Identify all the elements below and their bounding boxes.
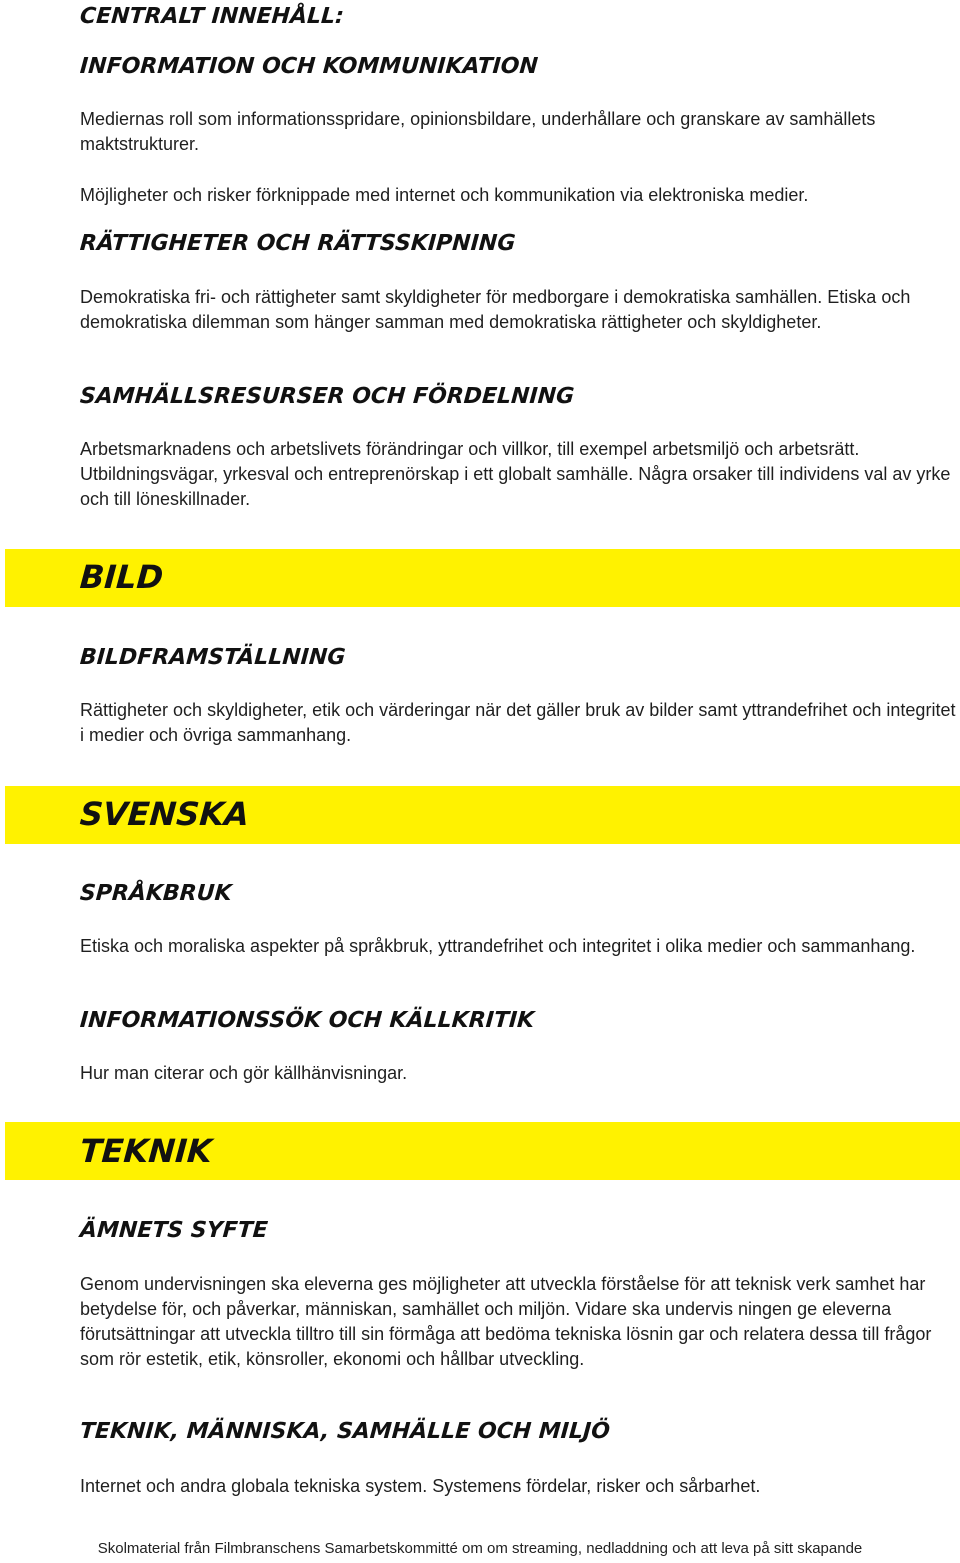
amnets-syfte-paragraph: Genom undervisningen ska eleverna ges möjligheter att utveckla förståelse för att teknisk verk samhet har betydelse för, och påverkar, människan, samhället och miljön. Vidare ska undervis ningen ge eleverna förutsättningar att utveckla tilltro till sin förmåga att bedöma tekniska lösnin gar och relatera dessa till frågor som rör estetik, etik, könsroller, ekonomi och hållbar utveckling. — [80, 1274, 932, 1369]
samhallsresurser-paragraph: Arbetsmarknadens och arbetslivets förändringar och villkor, till exempel arbetsmiljö och arbetsrätt. Utbildningsvägar, yrkesval och entreprenörskap i ett globalt samhälle. Några orsaker till individens val av yrke och till löneskillnader. — [80, 439, 951, 509]
amnets-syfte-heading: ÄMNETS SYFTE — [79, 1218, 269, 1243]
teknik-heading: TEKNIK — [78, 1132, 214, 1170]
footer-text: Skolmaterial från Filmbranschens Samarbetskommitté om om streaming, nedladdning och att leva på sitt skapande — [97, 1540, 863, 1557]
informationssok-paragraph: Hur man citerar och gör källhänvisningar. — [80, 1063, 408, 1083]
svenska-heading: SVENSKA — [78, 795, 251, 833]
sprakbruk-heading: SPRÅKBRUK — [79, 881, 233, 906]
samhallsresurser-heading: SAMHÄLLSRESURSER OCH FÖRDELNING — [79, 384, 576, 409]
bildframstallning-heading: BILDFRAMSTÄLLNING — [79, 645, 347, 670]
teknik-manniska-heading: TEKNIK, MÄNNISKA, SAMHÄLLE OCH MILJÖ — [79, 1419, 611, 1444]
rattigheter-paragraph: Demokratiska fri- och rättigheter samt skyldigheter för medborgare i demokratiska samhällen. Etiska och demokratiska dilemman som hänger samman med demokratiska rättigheter och skyldigheter. — [80, 287, 911, 332]
sprakbruk-paragraph: Etiska och moraliska aspekter på språkbruk, yttrandefrihet och integritet i olika medier och sammanhang. — [80, 936, 916, 956]
rattigheter-heading: RÄTTIGHETER OCH RÄTTSSKIPNING — [79, 231, 517, 256]
centralt-innehall-heading: CENTRALT INNEHÅLL: — [79, 4, 345, 29]
info-paragraph-1: Mediernas roll som informationsspridare, opinionsbildare, underhållare och granskare av samhällets maktstrukturer. — [80, 109, 876, 154]
teknik-manniska-paragraph: Internet och andra globala tekniska system. Systemens fördelar, risker och sårbarhet. — [80, 1476, 761, 1496]
informationssok-heading: INFORMATIONSSÖK OCH KÄLLKRITIK — [79, 1008, 536, 1033]
information-kommunikation-heading: INFORMATION OCH KOMMUNIKATION — [79, 54, 539, 79]
info-paragraph-2: Möjligheter och risker förknippade med internet och kommunikation via elektroniska medier. — [80, 185, 809, 205]
bildframstallning-paragraph: Rättigheter och skyldigheter, etik och värderingar när det gäller bruk av bilder samt yttrandefrihet och integritet i medier och övriga sammanhang. — [80, 700, 956, 745]
bild-heading: BILD — [78, 558, 165, 596]
